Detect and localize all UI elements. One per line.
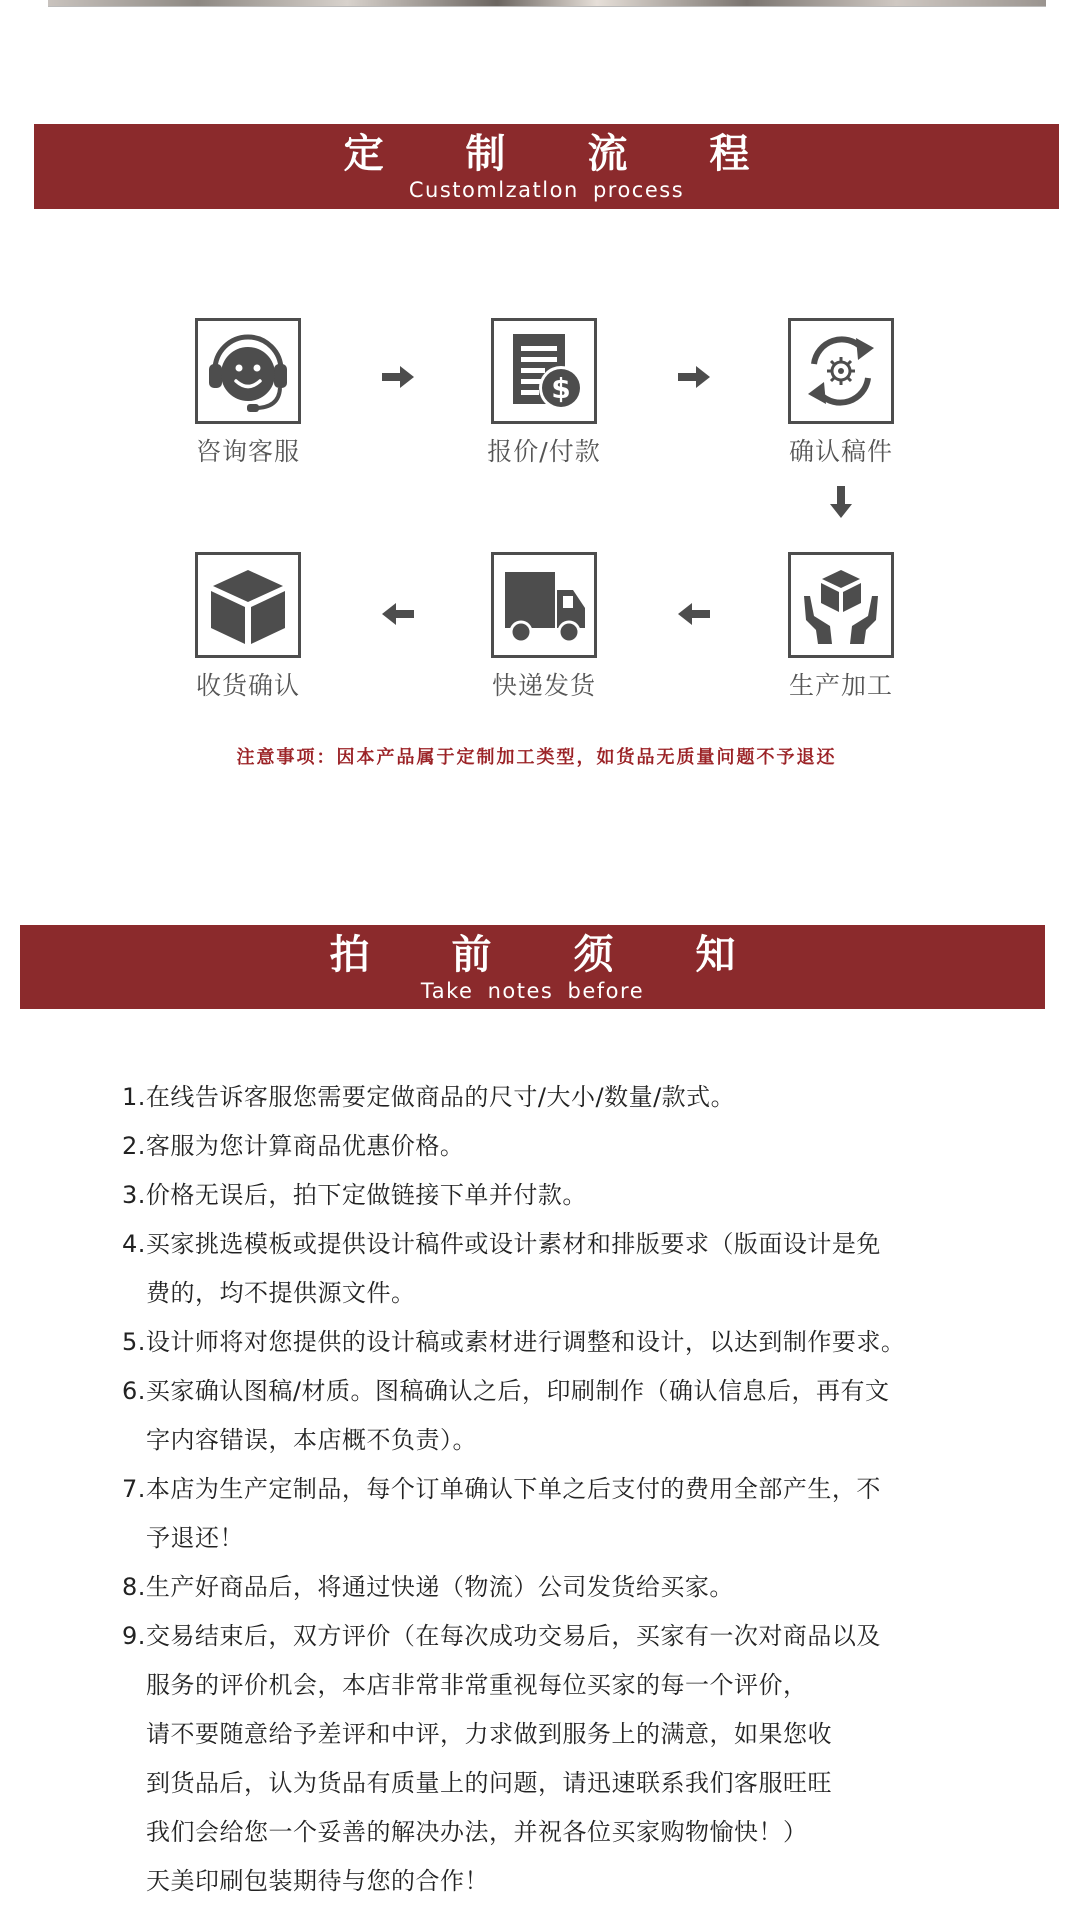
confirm-cycle-icon	[796, 326, 886, 416]
step-label: 收货确认	[195, 671, 300, 700]
top-photo-strip	[48, 0, 1046, 7]
note-item: 7.本店为生产定制品，每个订单确认下单之后支付的费用全部产生，不	[122, 1475, 881, 1503]
note-item: 3.价格无误后，拍下定做链接下单并付款。	[122, 1181, 587, 1209]
notes-list	[122, 1073, 1002, 1906]
note-item: 5.设计师将对您提供的设计稿或素材进行调整和设计，以达到制作要求。	[122, 1328, 906, 1356]
note-item: 1.在线告诉客服您需要定做商品的尺寸/大小/数量/款式。	[122, 1083, 736, 1111]
notes-title: 拍 前 须 知	[329, 932, 770, 978]
note-item-continued: 服务的评价机会，本店非常非常重视每位买家的每一个评价，	[146, 1671, 808, 1699]
note-item-continued: 字内容错误，本店概不负责）。	[146, 1426, 477, 1454]
production-hands-icon	[796, 560, 886, 650]
step-production	[766, 552, 916, 702]
invoice-payment-icon	[499, 326, 589, 416]
delivery-truck-icon	[499, 560, 589, 650]
step-label: 报价/付款	[487, 437, 601, 466]
step-quote-payment	[469, 318, 619, 468]
step-label: 快递发货	[491, 671, 596, 700]
step-label: 确认稿件	[788, 437, 893, 466]
customer-service-icon	[203, 326, 293, 416]
note-item: 2.客服为您计算商品优惠价格。	[122, 1132, 465, 1160]
notice-text: 注意事项：因本产品属于定制加工类型，如货品无质量问题不予退还	[236, 747, 837, 768]
note-item: 9.交易结束后，双方评价（在每次成功交易后，买家有一次对商品以及	[122, 1622, 881, 1650]
arrow-right-icon	[678, 366, 710, 388]
process-title: 定 制 流 程	[343, 131, 784, 177]
svg-text:$: $	[551, 372, 571, 405]
step-confirm-draft	[766, 318, 916, 468]
note-item: 4.买家挑选模板或提供设计稿件或设计素材和排版要求（版面设计是免	[122, 1230, 881, 1258]
note-item: 6.买家确认图稿/材质。图稿确认之后，印刷制作（确认信息后，再有文	[122, 1377, 890, 1405]
note-item-continued: 予退还！	[146, 1524, 244, 1552]
note-item-continued: 请不要随意给予差评和中评，力求做到服务上的满意，如果您收	[146, 1720, 832, 1748]
notes-banner	[20, 925, 1045, 1009]
step-consult	[173, 318, 323, 468]
arrow-down-icon	[830, 486, 852, 518]
step-label: 生产加工	[788, 671, 893, 700]
arrow-right-icon	[382, 366, 414, 388]
note-item-continued: 费的，均不提供源文件。	[146, 1279, 416, 1307]
process-banner	[34, 124, 1059, 209]
step-receive-confirm	[173, 552, 323, 702]
package-box-icon	[203, 560, 293, 650]
note-item: 8.生产好商品后，将通过快递（物流）公司发货给买家。	[122, 1573, 734, 1601]
note-item-continued: 到货品后，认为货品有质量上的问题，请迅速联系我们客服旺旺	[146, 1769, 832, 1797]
note-item-continued: 天美印刷包装期待与您的合作！	[146, 1867, 489, 1895]
arrow-left-icon	[382, 603, 414, 625]
notes-subtitle: Take notes before	[420, 979, 645, 1003]
arrow-left-icon	[678, 603, 710, 625]
note-item-continued: 我们会给您一个妥善的解决办法，并祝各位买家购物愉快！）	[146, 1818, 808, 1846]
process-subtitle: Customlzatlon process	[408, 178, 685, 202]
step-label: 咨询客服	[195, 437, 300, 466]
step-express-shipping	[469, 552, 619, 702]
